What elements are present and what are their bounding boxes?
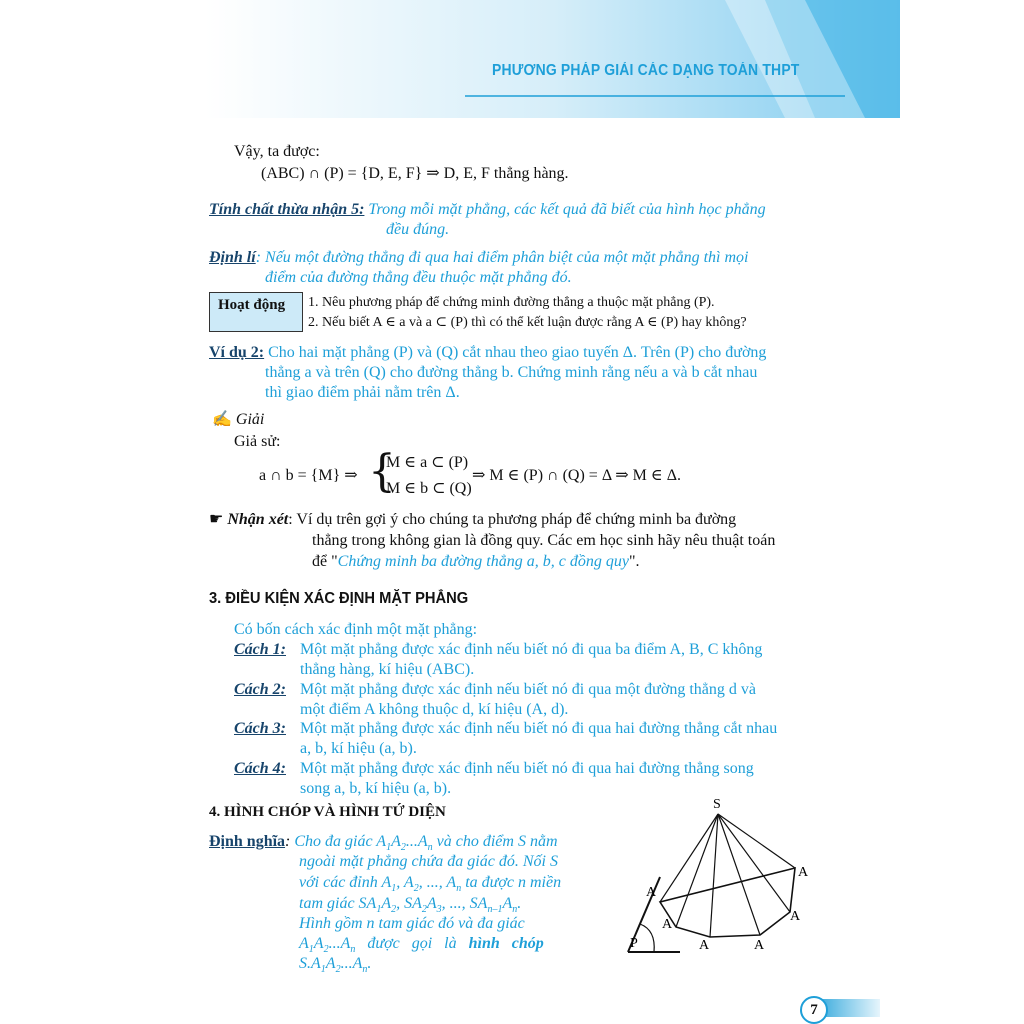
solution-case-2: M ∈ b ⊂ (Q) <box>386 480 472 497</box>
activity-box <box>209 292 303 332</box>
solution-case-1: M ∈ a ⊂ (P) <box>386 454 469 471</box>
example2-text-1: Cho hai mặt phẳng (P) và (Q) cắt nhau theo giao tuyến Δ. Trên (P) cho đường <box>264 344 767 361</box>
way-4-line-2: song a, b, kí hiệu (a, b). <box>300 780 452 797</box>
definition-text-4: tam giác $SA_1A_2$, $SA_2A_3$, ..., $SA_{n-1}A_n$. <box>299 895 522 916</box>
way-4-label-wrap <box>234 759 286 779</box>
section3-title: 3. ĐIỀU KIỆN XÁC ĐỊNH MẶT PHẲNG <box>209 590 469 607</box>
definition-text-7: $S.A_1A_2...A_n$. <box>299 955 372 976</box>
way-3-label-wrap <box>234 719 286 739</box>
example2-label: Ví dụ 2: <box>209 344 265 361</box>
pencil-icon: ✍ <box>212 411 232 428</box>
remark-text-1: : Ví dụ trên gợi ý cho chúng ta phương pháp để chứng minh ba đường <box>288 511 737 528</box>
definition-text-6: $A_1A_2...A_n$ được gọi là hình chóp <box>299 935 544 956</box>
header-decoration <box>205 0 900 118</box>
vertex-label-1: A <box>646 885 657 900</box>
activity-item-2: 2. Nếu biết A ∈ a và a ⊂ (P) thì có thể kết luận được rằng A ∈ (P) hay không? <box>308 315 747 330</box>
page-number: 7 <box>800 996 828 1024</box>
definition-line-1: Định nghĩa: Cho đa giác $A_1A_2...A_n$ và cho điểm S nằm <box>209 833 558 854</box>
way-1-label-wrap <box>234 640 286 660</box>
remark-text-3a: để " <box>312 553 338 570</box>
definition-text-3: với các đỉnh $A_1$, $A_2$, ..., $A_n$ ta được n miền <box>299 874 562 895</box>
activity-label: Hoạt động <box>218 297 286 313</box>
way-4-label: Cách 4: <box>234 760 286 777</box>
theorem-label: Định lí <box>209 249 256 266</box>
solution-label: Giải <box>235 411 265 428</box>
way-2-label: Cách 2: <box>234 681 286 698</box>
pyramid-figure <box>620 792 850 962</box>
intro-line-2: (ABC) ∩ (P) = {D, E, F} ⇒ D, E, F thẳng hàng. <box>261 165 569 182</box>
way-3-line-1: Một mặt phẳng được xác định nếu biết nó đi qua hai đường thẳng cắt nhau <box>300 720 778 737</box>
solution-assume: Giả sử: <box>234 433 281 450</box>
theorem-line-1 <box>209 248 748 268</box>
way-3-label: Cách 3: <box>234 720 286 737</box>
section4-title: 4. HÌNH CHÓP VÀ HÌNH TỨ DIỆN <box>209 804 446 820</box>
way-3-line-2: a, b, kí hiệu (a, b). <box>300 740 417 757</box>
pyramid-lateral-edges <box>660 814 795 937</box>
property5-line-1 <box>209 200 766 220</box>
plane-label: P <box>630 936 638 951</box>
remark-line-3 <box>312 552 639 572</box>
header-banner <box>205 0 900 118</box>
vertex-label-5: A <box>790 909 801 924</box>
header-title: PHƯƠNG PHÁP GIẢI CÁC DẠNG TOÁN THPT <box>492 62 800 79</box>
definition-text-2: ngoài mặt phẳng chứa đa giác đó. Nối S <box>299 853 558 870</box>
plane-angle-arc <box>640 924 654 952</box>
way-2-line-2: một điểm A không thuộc d, kí hiệu (A, d). <box>300 701 569 718</box>
vertex-label-6: A <box>798 865 809 880</box>
way-1-line-2: thẳng hàng, kí hiệu (ABC). <box>300 661 475 678</box>
solution-rhs: ⇒ M ∈ (P) ∩ (Q) = Δ ⇒ M ∈ Δ. <box>472 467 681 484</box>
remark-text-3b: Chứng minh ba đường thẳng a, b, c đồng quy <box>337 553 629 570</box>
property5-label: Tính chất thừa nhận 5: <box>209 201 365 218</box>
apex-label: S <box>713 797 721 812</box>
way-2-line-1: Một mặt phẳng được xác định nếu biết nó đi qua một đường thẳng d và <box>300 681 756 698</box>
solution-heading <box>212 410 264 430</box>
remark-line-1 <box>209 510 736 530</box>
brace-symbol: { <box>368 446 396 497</box>
property5-text-1: Trong mỗi mặt phẳng, các kết quả đã biết của hình học phẳng <box>364 201 766 218</box>
way-4-line-1: Một mặt phẳng được xác định nếu biết nó đi qua hai đường thẳng song <box>300 760 754 777</box>
property5-text-2: đều đúng. <box>386 221 450 238</box>
pointing-hand-icon: ☛ <box>209 511 224 528</box>
theorem-text-1: : Nếu một đường thẳng đi qua hai điểm phân biệt của một mặt phẳng thì mọi <box>255 249 749 266</box>
example2-text-2: thẳng a và trên (Q) cho đường thẳng b. Chứng minh rằng nếu a và b cắt nhau <box>265 364 758 381</box>
remark-text-3c: ". <box>628 553 640 570</box>
theorem-text-2: điểm của đường thẳng đều thuộc mặt phẳng đó. <box>265 269 572 286</box>
definition-text-5: Hình gồm n tam giác đó và đa giác <box>299 915 525 932</box>
vertex-label-3: A <box>699 938 710 953</box>
way-1-line-1: Một mặt phẳng được xác định nếu biết nó đi qua ba điểm A, B, C không <box>300 641 763 658</box>
remark-label: Nhận xét <box>227 511 289 528</box>
example2-line-1 <box>209 343 766 363</box>
remark-text-2: thẳng trong không gian là đồng quy. Các em học sinh hãy nêu thuật toán <box>312 532 776 549</box>
activity-item-1: 1. Nêu phương pháp để chứng minh đường thẳng a thuộc mặt phẳng (P). <box>308 295 715 310</box>
solution-lhs: a ∩ b = {M} ⇒ <box>259 467 358 484</box>
pyramid-base <box>660 868 795 937</box>
way-1-label: Cách 1: <box>234 641 286 658</box>
way-2-label-wrap <box>234 680 286 700</box>
vertex-label-4: A <box>754 938 765 953</box>
definition-text-1: Cho đa giác $A_1A_2...A_n$ và cho điểm S nằm <box>294 833 558 854</box>
section3-intro: Có bốn cách xác định một mặt phẳng: <box>234 621 478 638</box>
intro-line-1: Vậy, ta được: <box>234 143 320 160</box>
definition-label: Định nghĩa <box>209 833 286 850</box>
example2-text-3: thì giao điểm phải nằm trên Δ. <box>265 384 460 401</box>
vertex-label-2: A <box>662 917 673 932</box>
